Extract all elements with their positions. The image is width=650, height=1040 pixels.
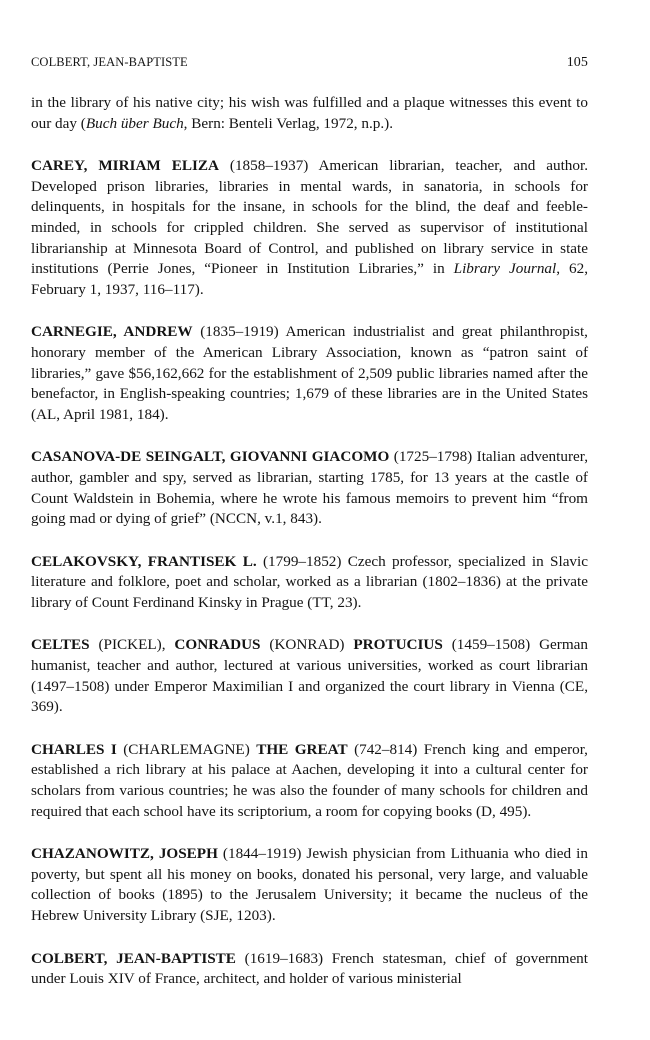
entry-headword: CELAKOVSKY, FRANTISEK L. [31, 552, 257, 570]
entry-carey [31, 156, 588, 300]
entry-text: (1459–1508) German humanist, teacher and author, lectured at various universities, worked as court librarian (1497–1508) under Emperor Maximilian I and organized the court library in Vienna (CE, 369). [31, 636, 589, 716]
continuation-title: Buch über Buch [85, 114, 184, 132]
entry-title: Library Journal [453, 260, 557, 278]
entry-headword: THE GREAT [256, 740, 348, 758]
continuation-text: , Bern: Benteli Verlag, 1972, n.p.). [183, 114, 394, 132]
entry-text: (1619–1683) French statesman, chief of government under Louis XIV of France, architect, and holder of various ministerial [31, 949, 588, 988]
entry-headword: CONRADUS [174, 636, 261, 654]
entry-casanova [31, 447, 588, 529]
continuation-paragraph [31, 93, 588, 134]
entry-colbert [31, 949, 588, 990]
entry-celakovsky [31, 552, 588, 614]
page-number: 105 [566, 55, 588, 70]
entry-text: (1858–1937) American librarian, teacher, and author. Developed prison libraries, libraries in mental wards, in sanatoria, in schools for delinquents, in hospitals for the insane, in schools for the blind, the deaf and feeble-minded, in schools for crippled children. She served as supervisor of institutional librarianship at Minnesota Board of Control, and published on library service in state institutions (Perrie Jones, “Pioneer in Institution Libraries,” in [31, 157, 588, 278]
entry-text: (742–814) French king and emperor, established a rich library at his palace at Aachen, developing it into a cultural center for scholars from various countries; he was also the founder of many schools for children and required that each school have its scriptorium, a room for copying books (D, 495). [31, 740, 588, 820]
running-head: COLBERT, JEAN-BAPTISTE [31, 55, 188, 69]
entry-headword: CASANOVA-DE SEINGALT, GIOVANNI GIACOMO [31, 448, 390, 466]
entry-headword: COLBERT, JEAN-BAPTISTE [31, 949, 236, 967]
entry-headword: CHAZANOWITZ, JOSEPH [31, 845, 218, 863]
page-body [31, 93, 588, 1012]
entry-headword-plain: (PICKEL), [89, 636, 175, 654]
entry-text: (1725–1798) Italian adventurer, author, gambler and spy, served as librarian, starting 1785, for 13 years at the castle of Count Waldstein in Bohemia, where he wrote his famous memoirs to prevent him “from going mad or dying of grief” (NCCN, v.1, 843). [31, 448, 589, 528]
entry-charles [31, 740, 588, 822]
entry-text: (1844–1919) Jewish physician from Lithuania who died in poverty, but spent all his money on books, donated his personal, very large, and valuable collection of books (1895) to the Jerusalem University; it became the nucleus of the Hebrew University Library (SJE, 1203). [31, 845, 588, 924]
entry-celtes [31, 635, 588, 717]
entry-chazanowitz [31, 844, 588, 926]
entry-text: (1799–1852) Czech professor, specialized in Slavic literature and folklore, poet and scholar, worked as a librarian (1802–1836) at the private library of Count Ferdinand Kinsky in Prague (TT, 23). [31, 552, 588, 611]
entry-headword: CARNEGIE, ANDREW [31, 323, 193, 341]
entry-headword: PROTUCIUS [353, 636, 443, 654]
entry-text: (1835–1919) American industrialist and great philanthropist, honorary member of the American Library Association, known as “patron saint of libraries,” gave $56,162,662 for the establishment of 2,509 public libraries named after the benefactor, in English-speaking countries; 1,679 of these libraries are in the United States (AL, April 1981, 184). [31, 323, 588, 423]
continuation-text: in the library of his native city; his wish was fulfilled and a plaque witnesses this event to our day ( [31, 94, 588, 132]
entry-headword-plain: (CHARLEMAGNE) [116, 740, 257, 758]
entry-headword: CELTES [31, 636, 90, 654]
entry-headword: CAREY, MIRIAM ELIZA [31, 157, 219, 175]
entry-text: , 62, February 1, 1937, 116–117). [31, 260, 588, 298]
entry-headword-plain: (KONRAD) [260, 636, 354, 654]
page-header [31, 55, 588, 75]
entry-carnegie [31, 322, 588, 425]
entry-headword: CHARLES I [31, 740, 117, 758]
